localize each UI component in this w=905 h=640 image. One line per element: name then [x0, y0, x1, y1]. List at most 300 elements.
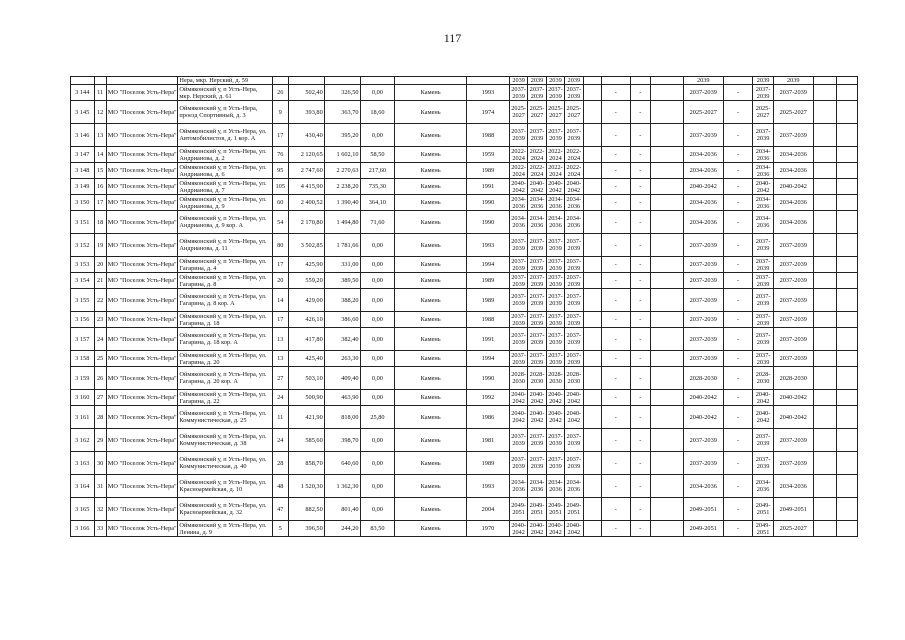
area-living-cell: 331,00: [324, 257, 360, 273]
wall-material-cell: Камень: [395, 521, 467, 537]
period-cell: 2037-2039: [683, 289, 723, 312]
empty-cell: [583, 77, 601, 85]
period-cell: 2040-2042: [548, 179, 563, 194]
row-local-number: 23: [94, 312, 106, 328]
period-cell: -: [601, 124, 630, 147]
period-cell: 2028-2030: [546, 367, 564, 390]
row-local-number: 22: [94, 289, 106, 312]
area-living-cell: 640,60: [324, 452, 360, 475]
wall-material-cell: Камень: [395, 124, 467, 147]
wall-material-cell: Камень: [395, 257, 467, 273]
period-cell: 2034-2036: [773, 475, 813, 498]
period-cell: 2037-2039: [753, 429, 773, 452]
empty-cell: [837, 452, 858, 475]
period-cell: 2037-2039: [528, 328, 546, 351]
floors-cell: 5: [272, 521, 288, 537]
area-total-cell: 396,50: [288, 521, 324, 537]
build-year-cell: 1974: [466, 101, 509, 124]
period-cell: -: [630, 498, 650, 521]
empty-cell: [651, 273, 684, 289]
period-cell: 2037-2039: [773, 429, 813, 452]
empty-cell: [837, 85, 858, 101]
empty-cell: [651, 328, 684, 351]
period-cell: 2037-2039: [683, 273, 723, 289]
build-year-cell: 1989: [466, 163, 509, 179]
empty-cell: [583, 521, 601, 537]
area-total-cell: 4 415,90: [288, 179, 324, 195]
municipality-cell: МО "Поселок Усть-Нера": [106, 289, 178, 312]
row-number: 3 155: [71, 289, 95, 312]
wall-material-cell: Камень: [395, 328, 467, 351]
area-total-cell: 425,90: [288, 257, 324, 273]
period-cell: -: [601, 367, 630, 390]
floors-cell: 60: [272, 195, 288, 211]
period-cell: 2040-2042: [565, 406, 583, 429]
empty-cell: [837, 234, 858, 257]
empty-cell: [837, 211, 858, 234]
build-year-cell: 1990: [466, 195, 509, 211]
empty-cell: [651, 475, 684, 498]
table-row: [71, 289, 858, 312]
period-cell: 2040-2042: [546, 406, 564, 429]
wall-material-cell: Камень: [395, 390, 467, 406]
period-cell: 2037-2039: [566, 85, 582, 100]
empty-cell: [837, 147, 858, 163]
wall-material-cell: Камень: [395, 312, 467, 328]
row-local-number: 30: [94, 452, 106, 475]
period-cell: -: [723, 211, 753, 234]
area-nonliving-cell: 0,00: [360, 429, 395, 452]
area-living-cell: 388,20: [324, 289, 360, 312]
period-cell: 2034-2036: [528, 475, 546, 498]
period-cell: 2037-2039: [511, 257, 526, 272]
empty-cell: [837, 351, 858, 367]
table-row: [71, 234, 858, 257]
period-cell: -: [601, 351, 630, 367]
period-cell: 2037-2039: [528, 429, 546, 452]
empty-cell: [813, 328, 837, 351]
period-cell: 2037-2039: [529, 85, 545, 100]
period-cell: 2037-2039: [509, 328, 527, 351]
period-cell: -: [601, 179, 630, 195]
floors-cell: 48: [272, 475, 288, 498]
period-cell: -: [601, 257, 630, 273]
period-cell: 2034-2036: [773, 147, 813, 163]
floors-cell: 24: [272, 390, 288, 406]
empty-cell: [837, 498, 858, 521]
build-year-cell: 1992: [466, 390, 509, 406]
empty-cell: [466, 77, 509, 85]
municipality-cell: МО "Поселок Усть-Нера": [106, 195, 178, 211]
period-cell: 2037-2039: [753, 257, 773, 273]
wall-material-cell: Камень: [395, 406, 467, 429]
period-cell: 2037-2039: [753, 351, 773, 367]
period-cell: 2025-2027: [565, 101, 583, 124]
period-cell: 2037-2039: [509, 234, 527, 257]
area-nonliving-cell: 0,00: [360, 234, 395, 257]
period-cell: -: [630, 367, 650, 390]
address-cell: Оймяконский у, п Усть-Нера, ул. Андрианова, д. 9: [178, 195, 272, 211]
municipality-cell: МО "Поселок Усть-Нера": [106, 163, 178, 179]
address-cell: Оймяконский у, п Усть-Нера, ул. Коммунистическая, д. 40: [178, 452, 272, 475]
period-cell: 2037-2039: [753, 234, 773, 257]
area-living-cell: 2 238,20: [324, 179, 360, 195]
address-cell: Оймяконский у, п Усть-Нера, ул. Гагарина, д. 18 кор. А: [178, 328, 272, 351]
empty-cell: [837, 195, 858, 211]
table-row: [71, 77, 858, 85]
area-living-cell: 801,40: [324, 498, 360, 521]
empty-cell: [837, 101, 858, 124]
period-cell: 2040-2042: [683, 406, 723, 429]
period-cell: -: [723, 498, 753, 521]
period-cell: -: [601, 328, 630, 351]
floors-cell: 13: [272, 328, 288, 351]
empty-cell: [651, 163, 684, 179]
period-cell: 2037-2039: [566, 273, 582, 288]
period-cell: -: [601, 498, 630, 521]
empty-cell: [583, 328, 601, 351]
build-year-cell: 1989: [466, 452, 509, 475]
period-cell: 2040-2042: [566, 521, 582, 536]
floors-cell: 95: [272, 163, 288, 179]
period-cell: -: [723, 147, 753, 163]
period-cell: -: [630, 211, 650, 234]
period-cell: 2037-2039: [565, 328, 583, 351]
period-cell: 2022-2024: [548, 163, 563, 178]
period-cell: -: [723, 521, 753, 537]
build-year-cell: 1986: [466, 406, 509, 429]
empty-cell: [651, 101, 684, 124]
build-year-cell: 1989: [466, 289, 509, 312]
empty-cell: [360, 77, 395, 85]
area-total-cell: 417,80: [288, 328, 324, 351]
empty-cell: [651, 77, 684, 85]
build-year-cell: 1970: [466, 521, 509, 537]
area-total-cell: 429,00: [288, 289, 324, 312]
municipality-cell: МО "Поселок Усть-Нера": [106, 367, 178, 390]
area-total-cell: 858,70: [288, 452, 324, 475]
empty-cell: [651, 498, 684, 521]
period-cell: 2034-2036: [546, 475, 564, 498]
wall-material-cell: Камень: [395, 289, 467, 312]
period-cell: 2025-2027: [773, 101, 813, 124]
row-number: 3 159: [71, 367, 95, 390]
floors-cell: 17: [272, 312, 288, 328]
period-cell: 2037-2039: [753, 312, 773, 328]
empty-cell: [651, 351, 684, 367]
period-cell: 2037-2039: [565, 234, 583, 257]
area-living-cell: 386,60: [324, 312, 360, 328]
address-cell: Оймяконский у, п Усть-Нера, ул. Красноармейская, д. 10: [178, 475, 272, 498]
period-cell: 2037-2039: [511, 85, 526, 100]
empty-cell: [837, 328, 858, 351]
table-row: [71, 124, 858, 147]
empty-cell: [583, 367, 601, 390]
empty-cell: [813, 101, 837, 124]
period-cell: -: [601, 475, 630, 498]
period-cell: -: [601, 195, 630, 211]
period-cell: 2028-2030: [509, 367, 527, 390]
build-year-cell: 1959: [466, 147, 509, 163]
period-cell: 2034-2036: [683, 163, 723, 179]
empty-cell: [583, 351, 601, 367]
municipality-cell: МО "Поселок Усть-Нера": [106, 211, 178, 234]
period-cell: 2037-2039: [509, 429, 527, 452]
period-cell: 2037-2039: [548, 85, 563, 100]
empty-cell: [813, 429, 837, 452]
area-living-cell: 1 781,66: [324, 234, 360, 257]
area-total-cell: 502,40: [288, 85, 324, 101]
address-cell: Оймяконский у, п Усть-Нера, ул. Гагарина, д. 20 кор. А: [178, 367, 272, 390]
period-cell: 2040-2042: [753, 406, 773, 429]
period-cell: 2037-2039: [753, 452, 773, 475]
period-cell: 2037-2039: [683, 351, 723, 367]
period-cell: -: [630, 328, 650, 351]
empty-cell: [651, 234, 684, 257]
period-cell: 2037-2039: [753, 85, 773, 101]
period-cell: 2025-2027: [683, 101, 723, 124]
address-cell: Нера, мкр. Нерский, д. 59: [178, 77, 272, 85]
row-local-number: 18: [94, 211, 106, 234]
area-nonliving-cell: 0,00: [360, 289, 395, 312]
empty-cell: [583, 234, 601, 257]
build-year-cell: 1990: [466, 367, 509, 390]
row-local-number: 13: [94, 124, 106, 147]
floors-cell: 54: [272, 211, 288, 234]
empty-cell: [583, 273, 601, 289]
area-total-cell: 503,10: [288, 367, 324, 390]
table-row: [71, 147, 858, 163]
row-local-number: 17: [94, 195, 106, 211]
period-cell: 2028-2030: [565, 367, 583, 390]
period-cell: 2049-2051: [546, 498, 564, 521]
period-cell: -: [601, 406, 630, 429]
empty-cell: [837, 179, 858, 195]
register-table-body: [71, 77, 858, 537]
page-number: 117: [443, 31, 462, 45]
period-cell: 2034-2036: [566, 195, 582, 210]
area-living-cell: 395,20: [324, 124, 360, 147]
period-cell: 2025-2027: [528, 101, 546, 124]
period-cell: 2037-2039: [773, 312, 813, 328]
period-cell: 2037-2039: [773, 273, 813, 289]
period-cell: -: [601, 163, 630, 179]
period-cell: -: [601, 101, 630, 124]
period-cell: 2034-2036: [548, 195, 563, 210]
period-cell: 2037-2039: [528, 234, 546, 257]
empty-cell: [837, 406, 858, 429]
empty-cell: [813, 351, 837, 367]
row-local-number: 26: [94, 367, 106, 390]
build-year-cell: 1988: [466, 124, 509, 147]
period-cell: -: [723, 273, 753, 289]
build-year-cell: 1993: [466, 475, 509, 498]
address-cell: Оймяконский у, п Усть-Нера, мкр. Нерский, д. 61: [178, 85, 272, 101]
period-cell: 2037-2039: [773, 85, 813, 101]
row-local-number: 19: [94, 234, 106, 257]
empty-cell: [651, 147, 684, 163]
address-cell: Оймяконский у, п Усть-Нера, ул. Коммунистическая, д. 38: [178, 429, 272, 452]
period-cell: 2040-2042: [548, 521, 563, 536]
period-cell: 2034-2036: [683, 195, 723, 211]
empty-cell: [651, 390, 684, 406]
period-cell: 2037-2039: [683, 124, 723, 147]
row-local-number: 25: [94, 351, 106, 367]
floors-cell: 76: [272, 147, 288, 163]
period-cell: 2039: [509, 77, 527, 85]
period-cell: -: [630, 147, 650, 163]
period-cell: 2037-2039: [773, 257, 813, 273]
area-living-cell: 818,00: [324, 406, 360, 429]
row-number: 3 165: [71, 498, 95, 521]
area-nonliving-cell: 0,00: [360, 498, 395, 521]
address-cell: Оймяконский у, п Усть-Нера, проезд Спортивный, д. 3: [178, 101, 272, 124]
period-cell: -: [723, 406, 753, 429]
empty-cell: [651, 85, 684, 101]
area-living-cell: 463,90: [324, 390, 360, 406]
period-cell: -: [601, 312, 630, 328]
municipality-cell: МО "Поселок Усть-Нера": [106, 429, 178, 452]
period-cell: 2049-2051: [753, 521, 773, 537]
period-cell: -: [630, 475, 650, 498]
floors-cell: 17: [272, 257, 288, 273]
period-cell: 2037-2039: [546, 124, 564, 147]
period-cell: 2022-2024: [529, 147, 545, 162]
area-nonliving-cell: 71,60: [360, 211, 395, 234]
period-cell: 2037-2039: [528, 452, 546, 475]
wall-material-cell: Камень: [395, 234, 467, 257]
row-number: 3 160: [71, 390, 95, 406]
row-number: 3 150: [71, 195, 95, 211]
period-cell: -: [601, 211, 630, 234]
area-nonliving-cell: 364,10: [360, 195, 395, 211]
period-cell: 2037-2039: [683, 328, 723, 351]
empty-cell: [837, 273, 858, 289]
empty-cell: [583, 163, 601, 179]
period-cell: -: [630, 452, 650, 475]
empty-cell: [651, 195, 684, 211]
floors-cell: 17: [272, 124, 288, 147]
address-cell: Оймяконский у, п Усть-Нера, ул. Андрианова, д. 11: [178, 234, 272, 257]
period-cell: 2037-2039: [546, 452, 564, 475]
period-cell: 2037-2039: [548, 312, 563, 327]
floors-cell: 14: [272, 289, 288, 312]
floors-cell: 105: [272, 179, 288, 195]
period-cell: 2037-2039: [548, 273, 563, 288]
period-cell: 2049-2051: [565, 498, 583, 521]
empty-cell: [837, 124, 858, 147]
period-cell: -: [630, 101, 650, 124]
period-cell: -: [601, 289, 630, 312]
row-number: 3 162: [71, 429, 95, 452]
period-cell: -: [630, 406, 650, 429]
period-cell: 2037-2039: [511, 351, 526, 366]
period-cell: 2049-2051: [683, 521, 723, 537]
area-total-cell: 2 170,80: [288, 211, 324, 234]
empty-cell: [583, 429, 601, 452]
municipality-cell: МО "Поселок Усть-Нера": [106, 257, 178, 273]
empty-cell: [288, 77, 324, 85]
floors-cell: 47: [272, 498, 288, 521]
wall-material-cell: Камень: [395, 367, 467, 390]
period-cell: [601, 77, 630, 85]
period-cell: 2037-2039: [529, 257, 545, 272]
period-cell: 2034-2036: [511, 195, 526, 210]
period-cell: -: [723, 452, 753, 475]
build-year-cell: 1993: [466, 234, 509, 257]
period-cell: 2028-2030: [753, 367, 773, 390]
area-living-cell: 382,40: [324, 328, 360, 351]
period-cell: 2028-2030: [683, 367, 723, 390]
period-cell: 2034-2036: [753, 195, 773, 211]
empty-cell: [813, 124, 837, 147]
period-cell: -: [601, 147, 630, 163]
period-cell: -: [723, 351, 753, 367]
period-cell: 2022-2024: [566, 163, 582, 178]
period-cell: 2037-2039: [565, 289, 583, 312]
period-cell: 2040-2042: [753, 390, 773, 406]
period-cell: -: [723, 234, 753, 257]
empty-cell: [813, 475, 837, 498]
wall-material-cell: Камень: [395, 147, 467, 163]
empty-cell: [837, 429, 858, 452]
municipality-cell: МО "Поселок Усть-Нера": [106, 101, 178, 124]
period-cell: 2037-2039: [753, 124, 773, 147]
wall-material-cell: Камень: [395, 179, 467, 195]
empty-cell: [837, 475, 858, 498]
empty-cell: [813, 498, 837, 521]
municipality-cell: МО "Поселок Усть-Нера": [106, 234, 178, 257]
period-cell: -: [601, 390, 630, 406]
municipality-cell: МО "Поселок Усть-Нера": [106, 498, 178, 521]
period-cell: -: [630, 521, 650, 537]
floors-cell: 13: [272, 351, 288, 367]
period-cell: -: [723, 429, 753, 452]
period-cell: 2037-2039: [773, 351, 813, 367]
period-cell: -: [601, 85, 630, 101]
period-cell: -: [601, 234, 630, 257]
period-cell: 2037-2039: [528, 289, 546, 312]
period-cell: 2040-2042: [773, 179, 813, 195]
table-row: [71, 328, 858, 351]
empty-cell: [837, 390, 858, 406]
period-cell: 2025-2027: [773, 521, 813, 537]
table-row: [71, 273, 858, 289]
area-nonliving-cell: 0,00: [360, 124, 395, 147]
municipality-cell: МО "Поселок Усть-Нера": [106, 179, 178, 195]
empty-cell: [583, 257, 601, 273]
area-nonliving-cell: 0,00: [360, 312, 395, 328]
period-cell: 2037-2039: [683, 452, 723, 475]
period-cell: 2037-2039: [753, 273, 773, 289]
empty-cell: [837, 289, 858, 312]
period-cell: -: [723, 85, 753, 101]
period-cell: -: [630, 429, 650, 452]
area-living-cell: 1 494,80: [324, 211, 360, 234]
empty-cell: [71, 77, 95, 85]
floors-cell: 24: [272, 429, 288, 452]
period-cell: 2034-2036: [683, 147, 723, 163]
table-row: [71, 351, 858, 367]
period-cell: 2037-2039: [565, 452, 583, 475]
area-nonliving-cell: 0,00: [360, 452, 395, 475]
municipality-cell: МО "Поселок Усть-Нера": [106, 147, 178, 163]
row-number: 3 146: [71, 124, 95, 147]
period-cell: 2037-2039: [773, 289, 813, 312]
period-cell: 2037-2039: [546, 328, 564, 351]
period-cell: -: [630, 351, 650, 367]
row-number: 3 163: [71, 452, 95, 475]
